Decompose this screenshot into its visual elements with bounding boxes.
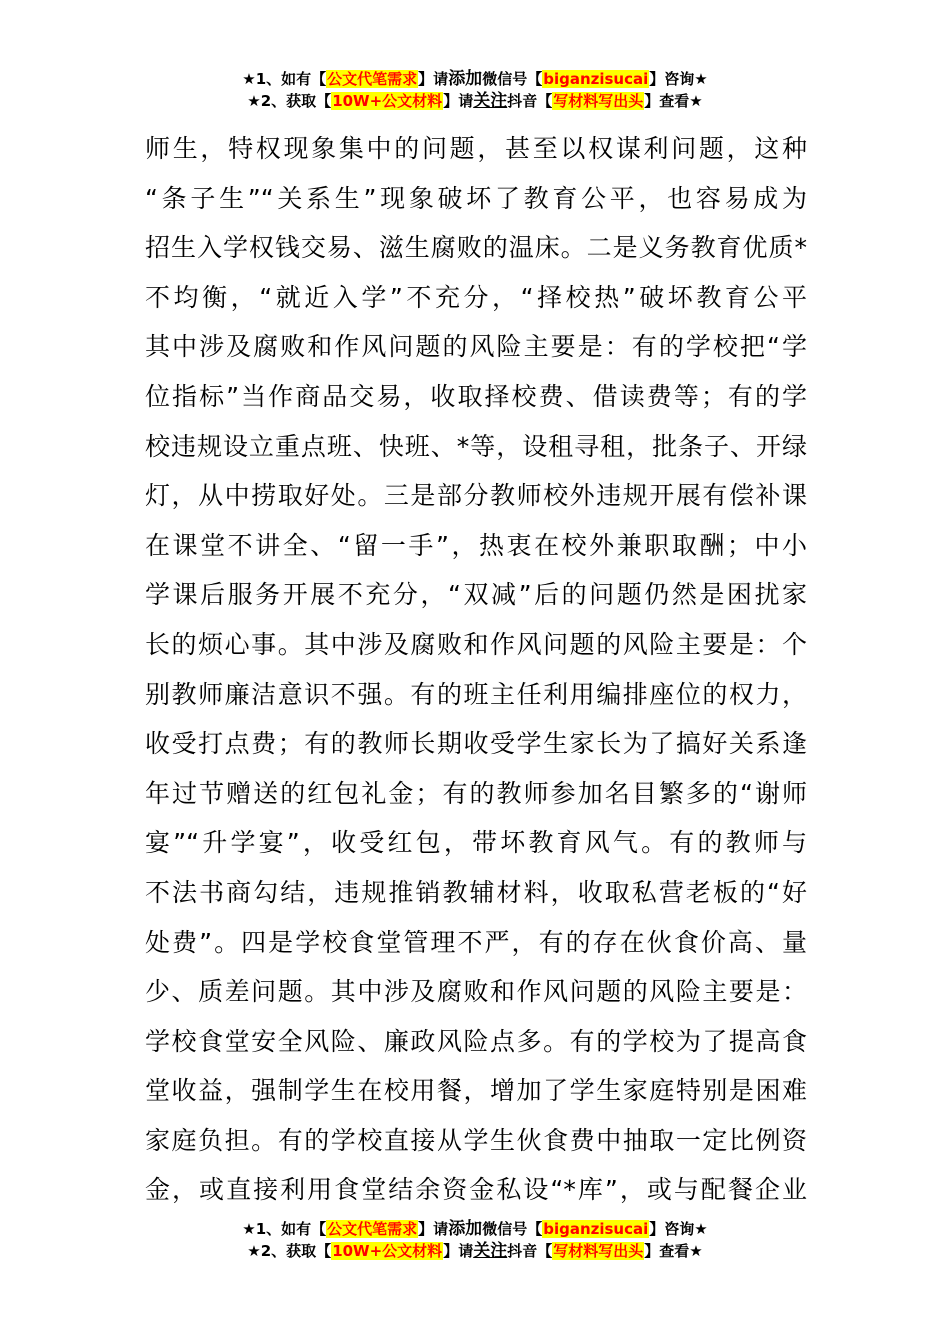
banner-text: 微信号【	[482, 1220, 543, 1238]
banner-highlight: 写材料写出头	[553, 92, 644, 110]
banner-highlight: 10W+公文材料	[332, 92, 443, 110]
banner-text: 】请	[418, 70, 449, 88]
body-line: 年过节赠送的红包礼金；有的教师参加名目繁多的“谢师	[145, 778, 807, 808]
body-line: 不法书商勾结，违规推销教辅材料，收取私营老板的“好	[145, 877, 807, 907]
banner-text: ★1、如有【	[242, 70, 327, 88]
banner-text: ★2、获取【	[247, 1242, 332, 1260]
banner-text: 】咨询★	[649, 1220, 708, 1238]
banner-text: 】查看★	[644, 92, 703, 110]
body-line: 位指标”当作商品交易，收取择校费、借读费等；有的学	[145, 381, 807, 411]
banner-highlight: 公文代笔需求	[327, 1220, 418, 1238]
banner-text: 】查看★	[644, 1242, 703, 1260]
body-line: 收受打点费；有的教师长期收受学生家长为了搞好关系逢	[145, 729, 807, 759]
body-line: 少、质差问题。其中涉及腐败和作风问题的风险主要是：	[145, 977, 807, 1007]
banner-emphasis: 关注	[473, 1241, 508, 1261]
banner-line-2	[0, 90, 950, 112]
body-line: 宴”“升学宴”，收受红包，带坏教育风气。有的教师与	[145, 828, 807, 858]
banner-highlight: 10W+公文材料	[332, 1242, 443, 1260]
body-line: 家庭负担。有的学校直接从学生伙食费中抽取一定比例资	[145, 1125, 807, 1155]
body-line: 学校食堂安全风险、廉政风险点多。有的学校为了提高食	[145, 1026, 807, 1056]
banner-text: 抖音【	[507, 92, 553, 110]
header-banner	[0, 68, 950, 112]
body-line: 金，或直接利用食堂结余资金私设“*库”，或与配餐企业	[145, 1175, 807, 1205]
body-line: 不均衡，“就近入学”不充分，“择校热”破坏教育公平	[145, 282, 807, 312]
banner-text: 】请	[443, 92, 474, 110]
banner-emphasis: 添加	[448, 1219, 483, 1239]
banner-highlight: biganzisucai	[543, 1220, 649, 1238]
body-line: 别教师廉洁意识不强。有的班主任利用编排座位的权力，	[145, 679, 807, 709]
banner-line-1	[0, 68, 950, 90]
body-line: 其中涉及腐败和作风问题的风险主要是：有的学校把“学	[145, 332, 807, 362]
body-line: 堂收益，强制学生在校用餐，增加了学生家庭特别是困难	[145, 1076, 807, 1106]
body-line: 灯，从中捞取好处。三是部分教师校外违规开展有偿补课	[145, 481, 807, 511]
body-line: 校违规设立重点班、快班、*等，设租寻租，批条子、开绿	[145, 431, 807, 461]
banner-line-2	[0, 1240, 950, 1262]
body-line: 招生入学权钱交易、滋生腐败的温床。二是义务教育优质*	[145, 233, 807, 263]
banner-text: 】请	[443, 1242, 474, 1260]
body-line: “条子生”“关系生”现象破坏了教育公平，也容易成为	[145, 183, 807, 213]
body-line: 长的烦心事。其中涉及腐败和作风问题的风险主要是：个	[145, 629, 807, 659]
banner-text: ★1、如有【	[242, 1220, 327, 1238]
banner-text: 】请	[418, 1220, 449, 1238]
document-body	[145, 124, 807, 1215]
banner-emphasis: 添加	[448, 69, 483, 89]
banner-emphasis: 关注	[473, 91, 508, 111]
body-line: 处费”。四是学校食堂管理不严，有的存在伙食价高、量	[145, 927, 807, 957]
banner-text: 抖音【	[507, 1242, 553, 1260]
banner-highlight: biganzisucai	[543, 70, 649, 88]
banner-text: 微信号【	[482, 70, 543, 88]
banner-highlight: 公文代笔需求	[327, 70, 418, 88]
banner-text: 】咨询★	[649, 70, 708, 88]
body-line: 师生，特权现象集中的问题，甚至以权谋利问题，这种	[145, 134, 807, 163]
body-line: 在课堂不讲全、“留一手”，热衷在校外兼职取酬；中小	[145, 530, 807, 560]
body-line: 学课后服务开展不充分，“双减”后的问题仍然是困扰家	[145, 580, 807, 610]
banner-line-1	[0, 1218, 950, 1240]
banner-highlight: 写材料写出头	[553, 1242, 644, 1260]
banner-text: ★2、获取【	[247, 92, 332, 110]
footer-banner	[0, 1218, 950, 1262]
